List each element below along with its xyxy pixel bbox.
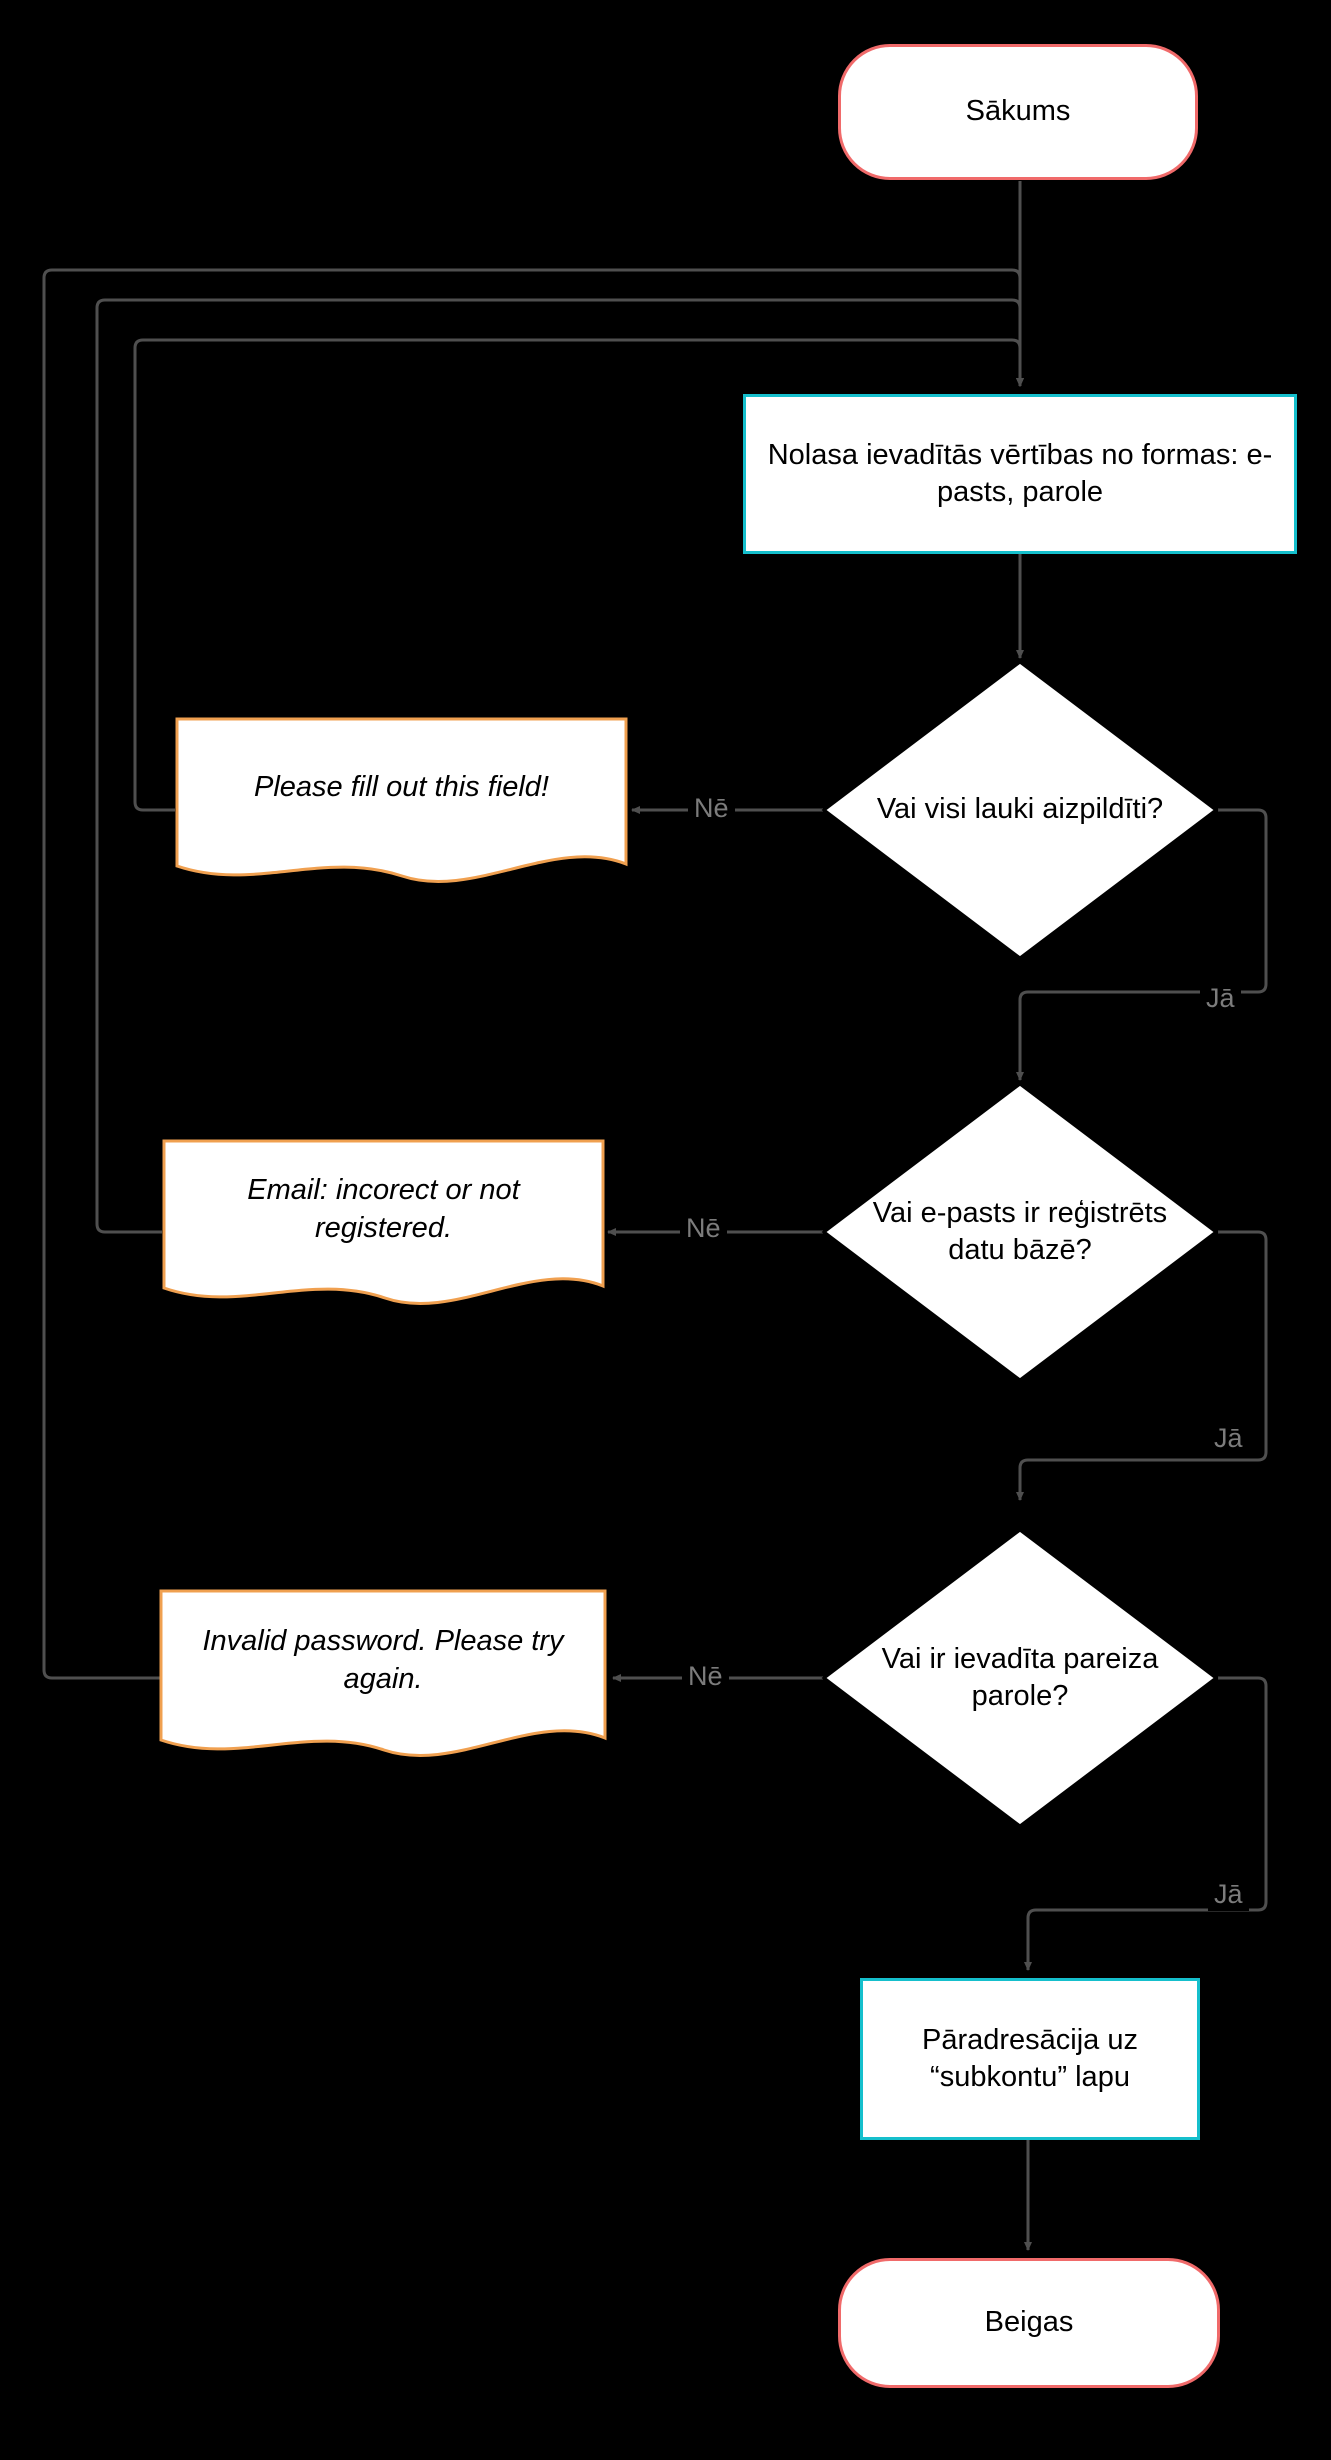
node-start-label: Sākums	[965, 95, 1071, 128]
node-msg-password-label: Invalid password. Please try again.	[202, 1625, 564, 1695]
node-read-form[interactable]	[743, 394, 1297, 554]
node-start[interactable]	[838, 44, 1198, 180]
edge-label-no-1: Nē	[688, 792, 735, 825]
node-msg-password[interactable]	[158, 1588, 608, 1766]
node-check-email-label: Vai e-pasts ir reģistrēts datu bāzē?	[872, 1196, 1168, 1266]
node-end[interactable]	[838, 2258, 1220, 2388]
node-msg-email-label: Email: incorect or not registered.	[247, 1174, 520, 1245]
edge-label-yes-3: Jā	[1208, 1878, 1249, 1911]
node-msg-fill-field[interactable]	[174, 716, 629, 892]
node-check-fields-label: Vai visi lauki aizpildīti?	[876, 793, 1164, 826]
edge-label-no-2: Nē	[680, 1212, 727, 1245]
node-check-password[interactable]	[820, 1526, 1220, 1830]
node-end-label: Beigas	[984, 2306, 1074, 2339]
node-msg-email[interactable]	[161, 1138, 606, 1314]
node-check-password-label: Vai ir ievadīta pareiza parole?	[881, 1642, 1159, 1712]
node-redirect-label: Pāradresācija uz “subkontu” lapu	[922, 2023, 1138, 2093]
edge-label-no-3: Nē	[682, 1660, 729, 1693]
node-check-fields[interactable]	[820, 658, 1220, 962]
edge-label-yes-1: Jā	[1200, 982, 1241, 1015]
node-check-email[interactable]	[820, 1080, 1220, 1384]
node-redirect[interactable]	[860, 1978, 1200, 2140]
edge-label-yes-2: Jā	[1208, 1422, 1249, 1455]
node-read-form-label: Nolasa ievadītās vērtības no formas: e-pasts, parole	[767, 438, 1273, 508]
node-msg-fill-field-label: Please fill out this field!	[254, 771, 549, 804]
